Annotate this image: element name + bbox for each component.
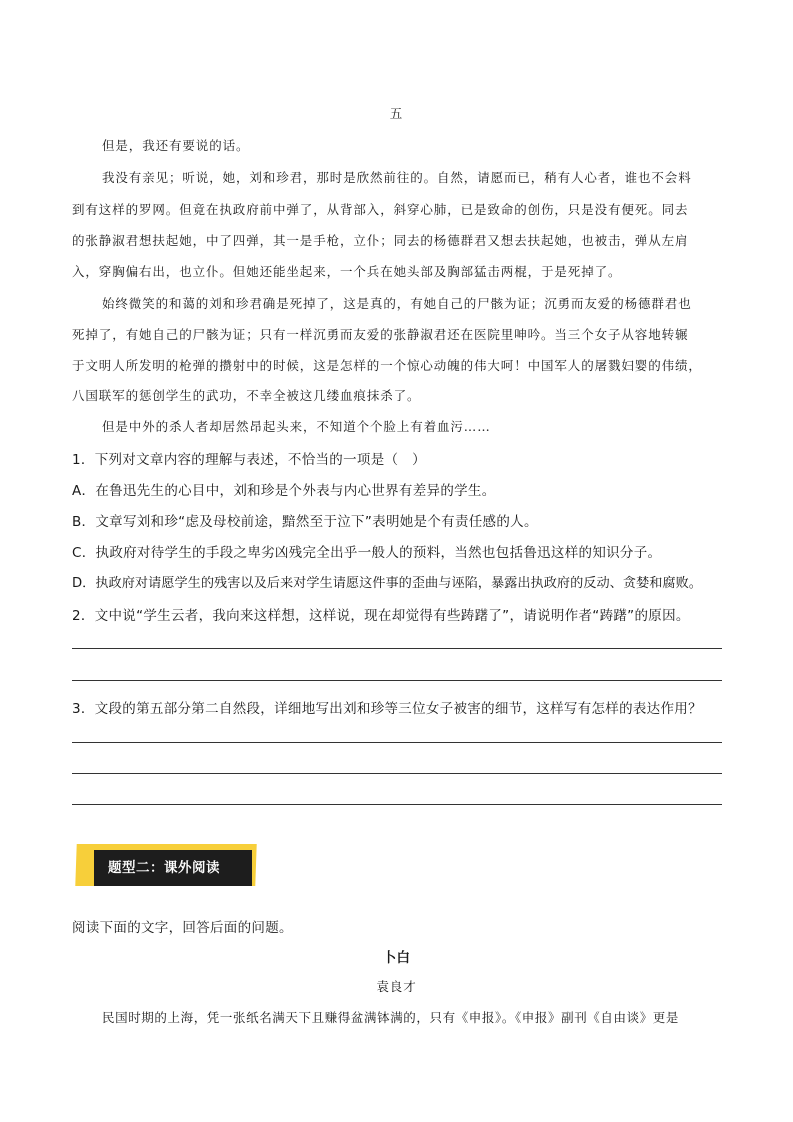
passage-line: 但是，我还有要说的话。 [102, 138, 250, 153]
answer-line[interactable] [72, 742, 722, 743]
section-number: 五 [389, 106, 404, 121]
question-1-option-c: C．执政府对待学生的手段之卑劣凶残完全出乎一般人的预料，当然也包括鲁迅这样的知识分子。 [72, 545, 662, 561]
question-1-option-a: A．在鲁迅先生的心目中，刘和珍是个外表与内心世界有差异的学生。 [72, 483, 496, 499]
question-3: 3．文段的第五部分第二自然段，详细地写出刘和珍等三位女子被害的细节，这样写有怎样的表达作用？ [72, 701, 702, 717]
answer-line[interactable] [72, 680, 722, 681]
article-author: 袁良才 [376, 979, 417, 994]
passage-line: 死掉了，有她自己的尸骸为证；只有一样沉勇而友爱的张静淑君还在医院里呻吟。当三个女子从容地转辗 [72, 327, 689, 342]
passage-line: 到有这样的罗网。但竟在执政府前中弹了，从背部入，斜穿心肺，已是致命的创伤，只是没有便死。同去 [72, 202, 689, 217]
question-1-option-b: B．文章写刘和珍“虑及母校前途，黯然至于泣下”表明她是个有责任感的人。 [72, 514, 538, 530]
answer-line[interactable] [72, 648, 722, 649]
question-1-option-d: D．执政府对请愿学生的残害以及后来对学生请愿这件事的歪曲与诬陷，暴露出执政府的反动、贪婪和腐败。 [72, 576, 702, 591]
passage-line: 于文明人所发明的枪弹的攒射中的时候，这是怎样的一个惊心动魄的伟大呵！中国军人的屠戮妇婴的伟绩， [72, 358, 702, 373]
reading-instruction: 阅读下面的文字，回答后面的问题。 [72, 920, 293, 936]
passage-line: 入，穿胸偏右出，也立仆。但她还能坐起来，一个兵在她头部及胸部猛击两棍，于是死掉了。 [72, 264, 622, 279]
section-heading: 题型二：课外阅读 [108, 860, 220, 876]
passage-line: 八国联军的惩创学生的武功，不幸全被这几缕血痕抹杀了。 [72, 388, 421, 403]
passage-line: 但是中外的杀人者却居然昂起头来，不知道个个脸上有着血污…… [102, 419, 491, 434]
passage-line: 我没有亲见；听说，她，刘和珍君，那时是欣然前往的。自然，请愿而已，稍有人心者，谁也不会料 [102, 170, 692, 185]
answer-line[interactable] [72, 773, 722, 774]
passage-line: 的张静淑君想扶起她，中了四弹，其一是手枪，立仆；同去的杨德群君又想去扶起她，也被击，弹从左肩 [72, 233, 689, 248]
article-first-line: 民国时期的上海，凭一张纸名满天下且赚得盆满钵满的，只有《申报》。《申报》副刊《自由谈》更是 [102, 1010, 680, 1025]
answer-line[interactable] [72, 804, 722, 805]
question-2: 2．文中说“学生云者，我向来这样想，这样说，现在却觉得有些踌躇了”，请说明作者“踌躇”的原因。 [72, 608, 690, 624]
article-title: 卜白 [382, 950, 411, 966]
passage-line: 始终微笑的和蔼的刘和珍君确是死掉了，这是真的，有她自己的尸骸为证；沉勇而友爱的杨德群君也 [102, 296, 692, 311]
question-1: 1．下列对文章内容的理解与表述，不恰当的一项是（ ） [72, 452, 426, 468]
